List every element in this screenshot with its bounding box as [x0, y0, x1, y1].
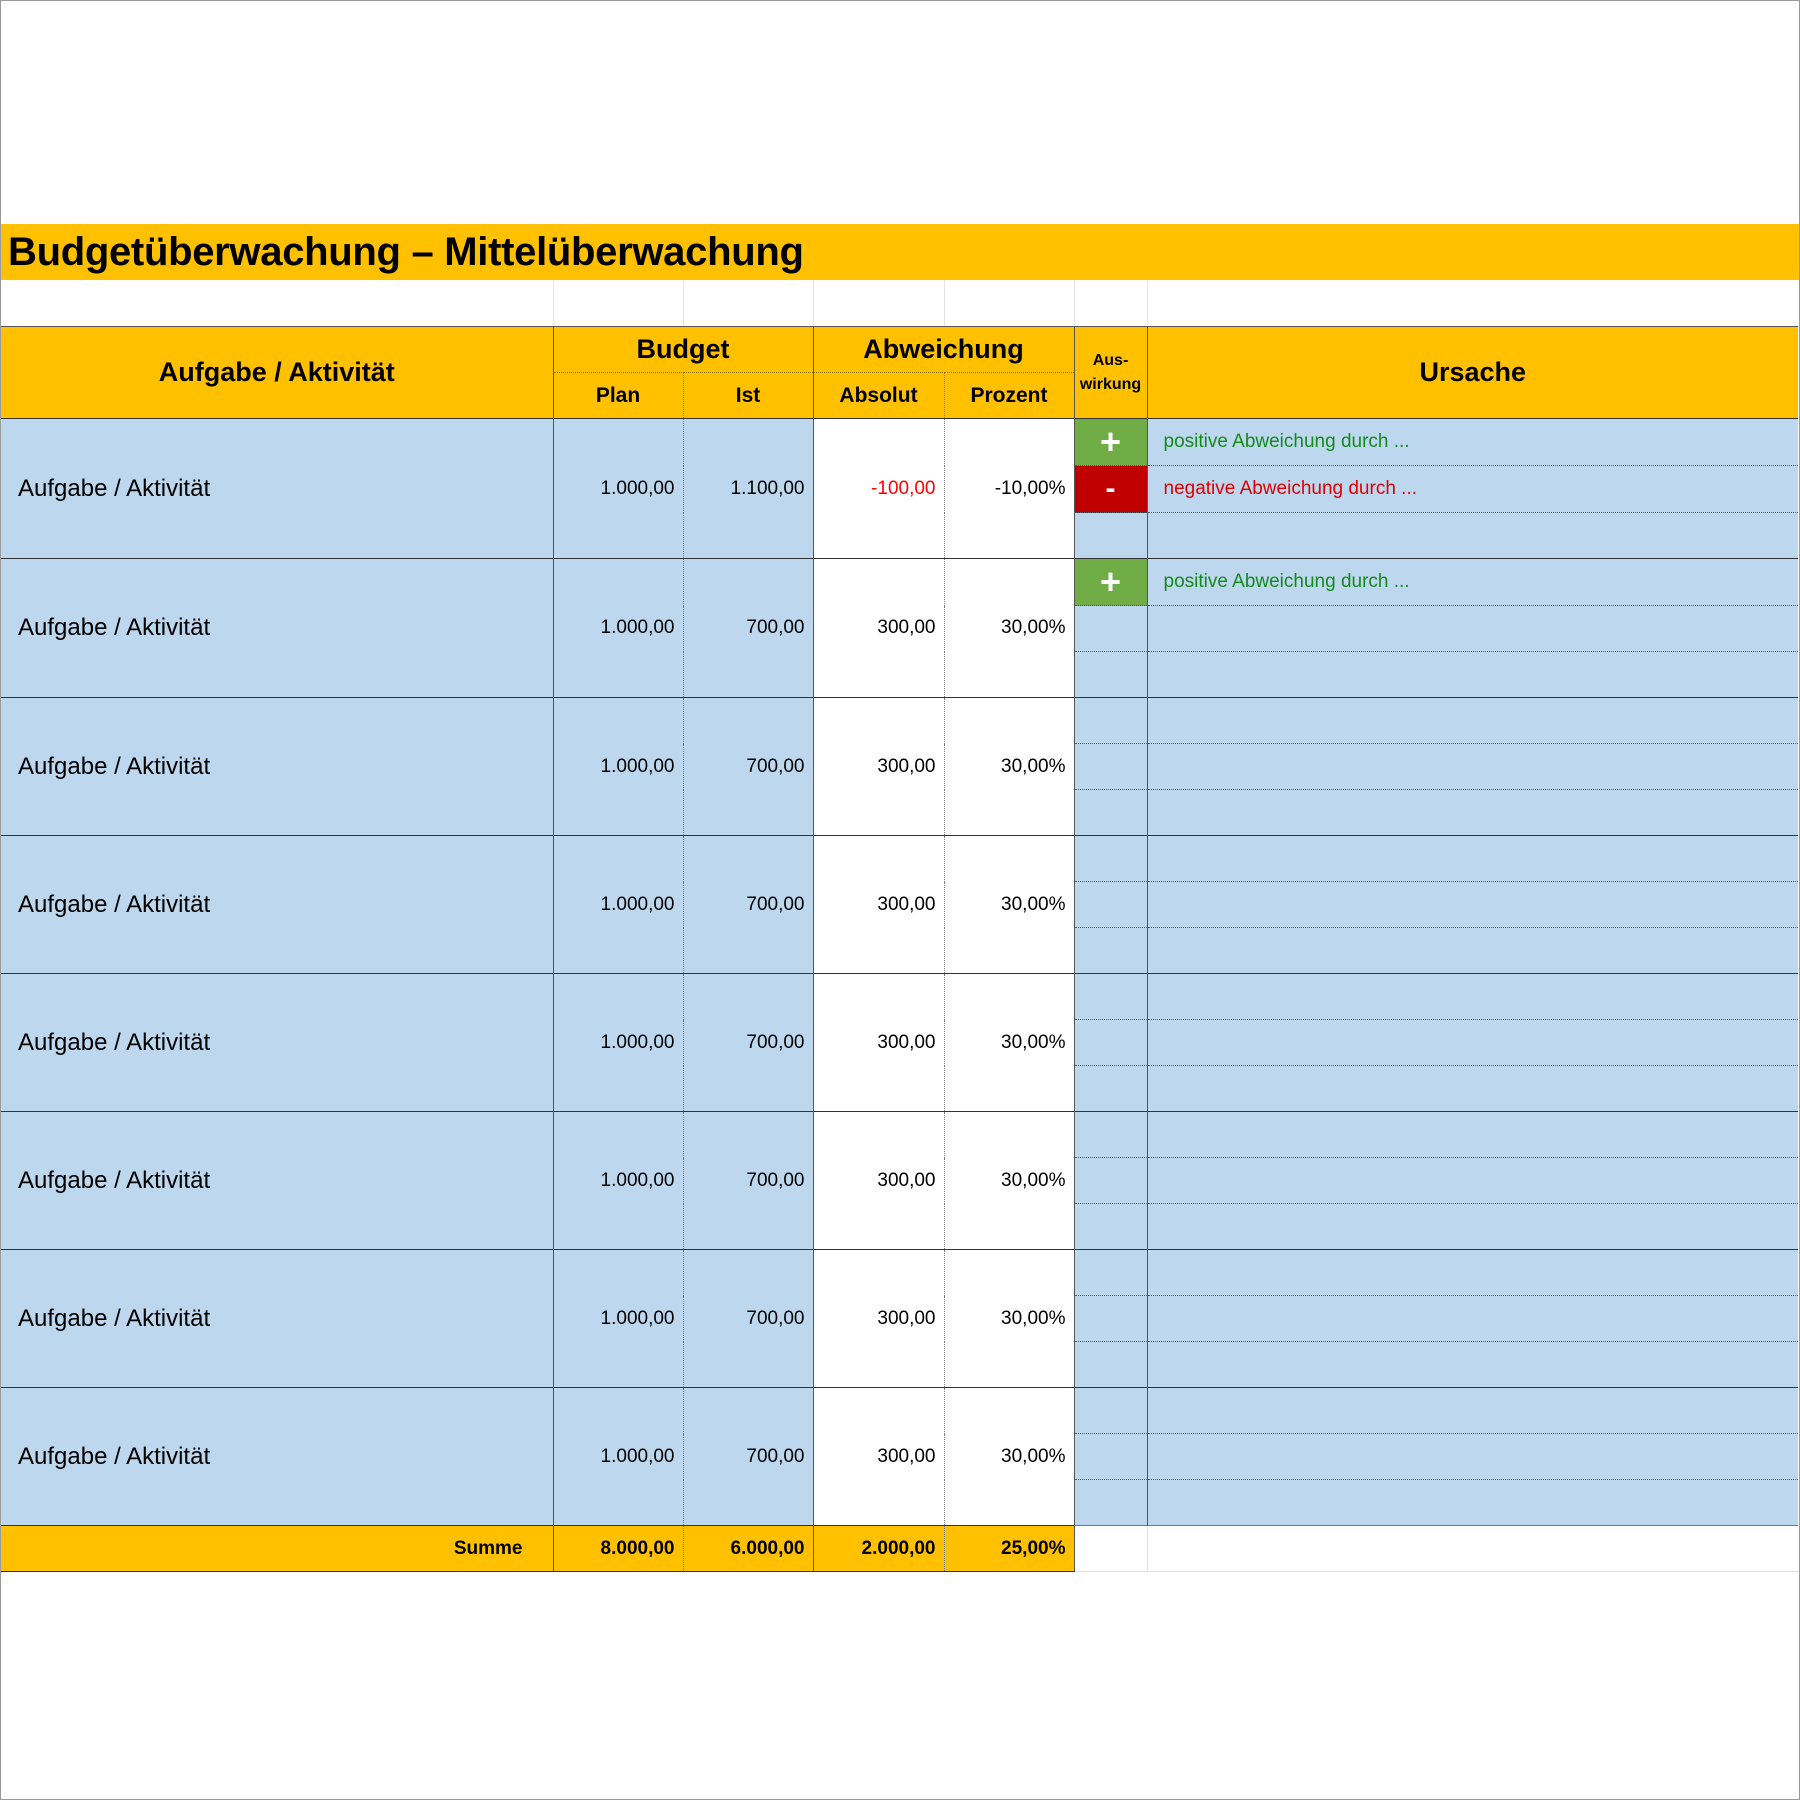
impact-cell[interactable] — [1074, 1066, 1147, 1112]
cause-text-cell[interactable] — [1147, 1158, 1798, 1204]
prozent-cell[interactable]: 30,00% — [944, 1112, 1074, 1250]
absolut-cell[interactable]: 300,00 — [813, 974, 944, 1112]
cause-text-cell[interactable] — [1147, 513, 1798, 559]
header-auswirkung-line1: Aus- — [1092, 351, 1129, 369]
cause-text-cell[interactable] — [1147, 1066, 1798, 1112]
gridline — [683, 280, 684, 326]
gridline — [944, 280, 945, 326]
plus-icon[interactable]: + — [1074, 559, 1147, 606]
impact-cell[interactable] — [1074, 790, 1147, 836]
plan-cell[interactable]: 1.000,00 — [553, 419, 683, 559]
impact-cell[interactable] — [1074, 974, 1147, 1020]
task-cell[interactable]: Aufgabe / Aktivität — [1, 974, 553, 1112]
cause-text-cell[interactable] — [1147, 1112, 1798, 1158]
page-title: Budgetüberwachung – Mittelüberwachung — [8, 230, 804, 274]
plan-cell[interactable]: 1.000,00 — [553, 1388, 683, 1526]
prozent-cell[interactable]: 30,00% — [944, 836, 1074, 974]
table-row — [1, 1250, 1798, 1296]
prozent-cell[interactable]: 30,00% — [944, 698, 1074, 836]
minus-icon[interactable]: - — [1074, 466, 1147, 513]
gridline — [813, 280, 814, 326]
task-cell[interactable]: Aufgabe / Aktivität — [1, 559, 553, 698]
impact-cell[interactable] — [1074, 1112, 1147, 1158]
prozent-cell[interactable]: 30,00% — [944, 1388, 1074, 1526]
cause-text-cell[interactable] — [1147, 744, 1798, 790]
budget-table — [1, 326, 1798, 1572]
ist-cell[interactable]: 1.100,00 — [683, 419, 813, 559]
cause-text-cell[interactable]: positive Abweichung durch ... — [1147, 559, 1798, 606]
header-budget[interactable]: Budget — [553, 327, 813, 373]
cause-text-cell[interactable] — [1147, 1296, 1798, 1342]
cause-text-cell[interactable] — [1147, 698, 1798, 744]
table-row — [1, 698, 1798, 744]
header-ursache[interactable]: Ursache — [1147, 327, 1798, 419]
plan-cell[interactable]: 1.000,00 — [553, 1112, 683, 1250]
absolut-cell[interactable]: 300,00 — [813, 836, 944, 974]
header-plan[interactable]: Plan — [553, 373, 683, 419]
cause-text-cell[interactable] — [1147, 1388, 1798, 1434]
impact-cell[interactable] — [1074, 836, 1147, 882]
ist-cell[interactable]: 700,00 — [683, 836, 813, 974]
summary-ist: 6.000,00 — [683, 1526, 813, 1572]
cause-text-cell[interactable] — [1147, 1480, 1798, 1526]
absolut-cell[interactable]: -100,00 — [813, 419, 944, 559]
cause-text-cell[interactable] — [1147, 1434, 1798, 1480]
table-row — [1, 1112, 1798, 1158]
summary-prozent: 25,00% — [944, 1526, 1074, 1572]
plan-cell[interactable]: 1.000,00 — [553, 836, 683, 974]
impact-cell[interactable] — [1074, 1158, 1147, 1204]
plus-icon[interactable]: + — [1074, 419, 1147, 466]
cause-text-cell[interactable] — [1147, 1342, 1798, 1388]
gridline — [1147, 280, 1148, 326]
impact-cell[interactable] — [1074, 882, 1147, 928]
cause-text-cell[interactable] — [1147, 974, 1798, 1020]
task-cell[interactable]: Aufgabe / Aktivität — [1, 1112, 553, 1250]
impact-cell[interactable] — [1074, 744, 1147, 790]
task-cell[interactable]: Aufgabe / Aktivität — [1, 698, 553, 836]
task-cell[interactable]: Aufgabe / Aktivität — [1, 836, 553, 974]
cause-text-cell[interactable] — [1147, 1204, 1798, 1250]
impact-cell[interactable] — [1074, 513, 1147, 559]
prozent-cell[interactable]: -10,00% — [944, 419, 1074, 559]
summary-empty-cell — [1147, 1526, 1798, 1572]
task-cell[interactable]: Aufgabe / Aktivität — [1, 419, 553, 559]
task-cell[interactable]: Aufgabe / Aktivität — [1, 1388, 553, 1526]
impact-cell[interactable] — [1074, 1020, 1147, 1066]
header-absolut[interactable]: Absolut — [813, 373, 944, 419]
ist-cell[interactable]: 700,00 — [683, 1250, 813, 1388]
cause-text-cell[interactable] — [1147, 1250, 1798, 1296]
impact-cell[interactable] — [1074, 1480, 1147, 1526]
absolut-cell[interactable]: 300,00 — [813, 1388, 944, 1526]
plan-cell[interactable]: 1.000,00 — [553, 559, 683, 698]
impact-cell[interactable] — [1074, 1388, 1147, 1434]
cause-text-cell[interactable] — [1147, 928, 1798, 974]
plan-cell[interactable]: 1.000,00 — [553, 974, 683, 1112]
impact-cell[interactable] — [1074, 1434, 1147, 1480]
impact-cell[interactable] — [1074, 1204, 1147, 1250]
summary-plan: 8.000,00 — [553, 1526, 683, 1572]
ist-cell[interactable]: 700,00 — [683, 559, 813, 698]
task-cell[interactable]: Aufgabe / Aktivität — [1, 1250, 553, 1388]
table-row — [1, 836, 1798, 882]
absolut-cell[interactable]: 300,00 — [813, 1250, 944, 1388]
impact-cell[interactable] — [1074, 698, 1147, 744]
cause-text-cell[interactable]: positive Abweichung durch ... — [1147, 419, 1798, 466]
cause-text-cell[interactable] — [1147, 1020, 1798, 1066]
header-auswirkung[interactable] — [1074, 327, 1147, 419]
gridline — [1074, 280, 1075, 326]
header-ist[interactable]: Ist — [683, 373, 813, 419]
cause-text-cell[interactable]: negative Abweichung durch ... — [1147, 466, 1798, 513]
cause-text-cell[interactable] — [1147, 882, 1798, 928]
prozent-cell[interactable]: 30,00% — [944, 1250, 1074, 1388]
summary-label: Summe — [1, 1526, 553, 1572]
impact-cell[interactable] — [1074, 1296, 1147, 1342]
title-bar — [1, 224, 1799, 280]
cause-text-cell[interactable] — [1147, 790, 1798, 836]
table-row — [1, 974, 1798, 1020]
prozent-cell[interactable]: 30,00% — [944, 974, 1074, 1112]
summary-empty-cell — [1074, 1526, 1147, 1572]
absolut-cell[interactable]: 300,00 — [813, 559, 944, 698]
impact-cell[interactable] — [1074, 928, 1147, 974]
prozent-cell[interactable]: 30,00% — [944, 559, 1074, 698]
plan-cell[interactable]: 1.000,00 — [553, 1250, 683, 1388]
cause-text-cell[interactable] — [1147, 652, 1798, 698]
impact-cell[interactable] — [1074, 1342, 1147, 1388]
gridline — [553, 280, 554, 326]
plan-cell[interactable]: 1.000,00 — [553, 698, 683, 836]
summary-absolut: 2.000,00 — [813, 1526, 944, 1572]
table-row — [1, 1388, 1798, 1434]
ist-cell[interactable]: 700,00 — [683, 698, 813, 836]
header-task[interactable]: Aufgabe / Aktivität — [1, 327, 553, 419]
ist-cell[interactable]: 700,00 — [683, 974, 813, 1112]
impact-cell[interactable] — [1074, 1250, 1147, 1296]
summary-row — [1, 1526, 1798, 1572]
table-row — [1, 559, 1798, 606]
header-abweichung[interactable]: Abweichung — [813, 327, 1074, 373]
cause-text-cell[interactable] — [1147, 606, 1798, 652]
ist-cell[interactable]: 700,00 — [683, 1112, 813, 1250]
impact-cell[interactable] — [1074, 652, 1147, 698]
impact-cell[interactable] — [1074, 606, 1147, 652]
table-row — [1, 419, 1798, 466]
absolut-cell[interactable]: 300,00 — [813, 698, 944, 836]
header-auswirkung-line2: wirkung — [1079, 375, 1142, 393]
absolut-cell[interactable]: 300,00 — [813, 1112, 944, 1250]
ist-cell[interactable]: 700,00 — [683, 1388, 813, 1526]
cause-text-cell[interactable] — [1147, 836, 1798, 882]
header-prozent[interactable]: Prozent — [944, 373, 1074, 419]
